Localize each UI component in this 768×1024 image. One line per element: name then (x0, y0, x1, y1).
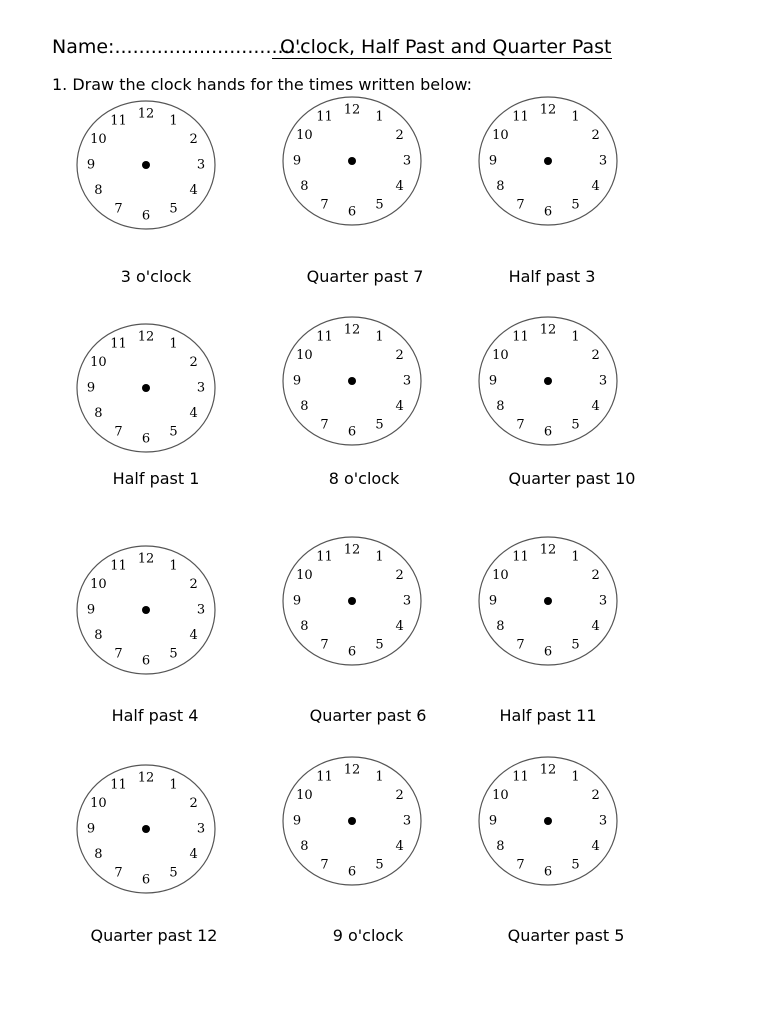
clock-number: 1 (375, 109, 384, 125)
clock-number: 4 (395, 619, 404, 634)
clock-center-dot (544, 597, 552, 605)
clock-number: 1 (169, 777, 178, 793)
clock-center-dot (142, 825, 150, 833)
clock-number: 3 (196, 157, 206, 173)
clock-face[interactable] (282, 316, 422, 446)
clock-number: 5 (571, 637, 580, 653)
clock-face[interactable] (478, 756, 618, 886)
clock-face[interactable] (478, 96, 618, 226)
clock-number: 7 (114, 201, 123, 217)
clock-number: 4 (189, 847, 198, 862)
clock-svg (282, 96, 422, 226)
clock-number: 3 (598, 373, 608, 389)
clock-number: 3 (402, 153, 412, 169)
clock-number: 9 (488, 153, 498, 169)
clock-number: 7 (114, 646, 123, 662)
clock-number: 6 (543, 424, 553, 440)
clock-center-dot (544, 377, 552, 385)
clock-face[interactable] (282, 756, 422, 886)
clock-number: 3 (402, 593, 412, 609)
clock-number: 11 (512, 549, 529, 565)
clock-number: 6 (141, 653, 151, 669)
clock-number: 2 (591, 128, 600, 143)
clock-number: 10 (296, 568, 313, 583)
clock-number: 4 (591, 399, 600, 414)
clock-svg (76, 100, 216, 230)
clock-number: 1 (571, 329, 580, 345)
clock-number: 7 (516, 857, 525, 873)
clock-number: 4 (395, 179, 404, 194)
clock-time-label: 3 o'clock (120, 267, 192, 286)
clock-number: 8 (94, 847, 103, 862)
clock-number: 9 (488, 373, 498, 389)
clock-time-label: 9 o'clock (332, 926, 404, 945)
clock-face[interactable] (478, 316, 618, 446)
clock-number: 8 (94, 628, 103, 643)
clock-number: 4 (189, 628, 198, 643)
clock-number: 6 (543, 204, 553, 220)
clock-number: 3 (598, 593, 608, 609)
clock-face[interactable] (76, 323, 216, 453)
clock-number: 12 (539, 542, 557, 558)
clock-number: 6 (141, 872, 151, 888)
clock-number: 8 (496, 839, 505, 854)
clock-number: 11 (110, 777, 127, 793)
clock-number: 11 (316, 109, 333, 125)
clock-svg (478, 756, 618, 886)
clock-number: 2 (189, 355, 198, 370)
clock-number: 5 (375, 637, 384, 653)
clock-number: 7 (320, 197, 329, 213)
clock-number: 4 (189, 183, 198, 198)
clock-number: 8 (300, 619, 309, 634)
clock-number: 6 (543, 864, 553, 880)
clock-center-dot (142, 606, 150, 614)
clock-number: 1 (375, 549, 384, 565)
clock-number: 8 (300, 399, 309, 414)
clock-number: 6 (347, 644, 357, 660)
clock-number: 3 (598, 153, 608, 169)
clock-time-label: Half past 4 (111, 706, 199, 725)
clock-svg (282, 536, 422, 666)
clock-time-label: Quarter past 7 (306, 267, 424, 286)
clock-number: 2 (395, 348, 404, 363)
clock-svg (282, 756, 422, 886)
clock-number: 2 (395, 788, 404, 803)
clock-face[interactable] (76, 100, 216, 230)
clock-number: 1 (375, 769, 384, 785)
clock-number: 5 (571, 197, 580, 213)
clock-number: 5 (169, 865, 178, 881)
clock-number: 10 (492, 568, 509, 583)
clock-face[interactable] (478, 536, 618, 666)
clock-number: 11 (110, 113, 127, 129)
clock-number: 5 (169, 201, 178, 217)
clock-number: 10 (90, 132, 107, 147)
clock-number: 8 (300, 179, 309, 194)
clock-center-dot (348, 377, 356, 385)
name-field[interactable]: Name:................................ (52, 36, 308, 58)
clock-number: 8 (496, 179, 505, 194)
clock-number: 10 (492, 128, 509, 143)
clock-number: 6 (347, 204, 357, 220)
clock-number: 1 (571, 109, 580, 125)
clock-svg (478, 536, 618, 666)
clock-number: 10 (296, 348, 313, 363)
clock-number: 12 (539, 762, 557, 778)
clock-number: 7 (114, 424, 123, 440)
clock-number: 12 (343, 102, 361, 118)
clock-number: 5 (571, 857, 580, 873)
clock-number: 9 (292, 153, 302, 169)
clock-number: 2 (591, 568, 600, 583)
clock-center-dot (348, 157, 356, 165)
clock-center-dot (348, 817, 356, 825)
clock-number: 2 (395, 568, 404, 583)
clock-number: 12 (343, 542, 361, 558)
clock-number: 1 (169, 113, 178, 129)
clock-number: 2 (591, 348, 600, 363)
clock-number: 12 (343, 762, 361, 778)
clock-number: 12 (539, 102, 557, 118)
clock-number: 5 (375, 857, 384, 873)
clock-face[interactable] (282, 536, 422, 666)
clock-center-dot (544, 817, 552, 825)
clock-number: 9 (292, 373, 302, 389)
clock-number: 4 (189, 406, 198, 421)
clock-number: 2 (395, 128, 404, 143)
clock-number: 3 (402, 813, 412, 829)
clock-number: 8 (496, 399, 505, 414)
clock-number: 2 (189, 132, 198, 147)
clock-number: 7 (320, 857, 329, 873)
clock-number: 5 (375, 417, 384, 433)
clock-number: 8 (300, 839, 309, 854)
clock-number: 11 (110, 336, 127, 352)
clock-number: 11 (316, 549, 333, 565)
clock-number: 5 (169, 424, 178, 440)
clock-number: 9 (292, 593, 302, 609)
clock-number: 12 (137, 551, 155, 567)
clock-number: 5 (169, 646, 178, 662)
clock-time-label: Half past 3 (508, 267, 596, 286)
clock-svg (76, 764, 216, 894)
clock-number: 7 (516, 637, 525, 653)
clock-number: 10 (90, 355, 107, 370)
clock-number: 9 (86, 821, 96, 837)
clock-number: 8 (94, 406, 103, 421)
clock-number: 1 (169, 558, 178, 574)
clock-number: 2 (591, 788, 600, 803)
clock-face[interactable] (282, 96, 422, 226)
clock-svg (478, 96, 618, 226)
clock-number: 10 (296, 128, 313, 143)
clock-number: 3 (196, 380, 206, 396)
clock-number: 3 (598, 813, 608, 829)
clock-time-label: Half past 1 (112, 469, 200, 488)
clock-time-label: Quarter past 12 (90, 926, 218, 945)
clock-number: 10 (90, 796, 107, 811)
clock-number: 9 (86, 157, 96, 173)
clock-number: 9 (292, 813, 302, 829)
clock-number: 11 (316, 329, 333, 345)
clock-number: 7 (516, 417, 525, 433)
clock-svg (282, 316, 422, 446)
clock-svg (76, 323, 216, 453)
clock-number: 11 (512, 769, 529, 785)
clock-number: 10 (90, 577, 107, 592)
clock-number: 12 (137, 106, 155, 122)
clock-number: 12 (137, 770, 155, 786)
clock-number: 6 (543, 644, 553, 660)
clock-number: 3 (196, 821, 206, 837)
clock-number: 3 (196, 602, 206, 618)
clock-time-label: Half past 11 (499, 706, 597, 725)
clock-number: 8 (496, 619, 505, 634)
clock-center-dot (544, 157, 552, 165)
clock-center-dot (142, 384, 150, 392)
clock-number: 1 (571, 769, 580, 785)
clock-number: 4 (591, 179, 600, 194)
clock-number: 2 (189, 796, 198, 811)
clock-number: 8 (94, 183, 103, 198)
clock-svg (478, 316, 618, 446)
clock-center-dot (142, 161, 150, 169)
clock-number: 4 (395, 839, 404, 854)
clock-number: 4 (591, 619, 600, 634)
worksheet-title: O'clock, Half Past and Quarter Past (272, 36, 612, 59)
clock-number: 11 (316, 769, 333, 785)
clock-number: 11 (512, 109, 529, 125)
clock-number: 11 (512, 329, 529, 345)
clock-number: 7 (516, 197, 525, 213)
clock-number: 12 (539, 322, 557, 338)
clock-number: 3 (402, 373, 412, 389)
clock-number: 4 (591, 839, 600, 854)
clock-time-label: Quarter past 10 (508, 469, 636, 488)
clock-number: 7 (114, 865, 123, 881)
clock-number: 2 (189, 577, 198, 592)
clock-number: 6 (347, 864, 357, 880)
instruction-text: 1. Draw the clock hands for the times written below: (52, 75, 472, 94)
clock-number: 10 (492, 348, 509, 363)
clock-number: 1 (375, 329, 384, 345)
clock-time-label: Quarter past 5 (507, 926, 625, 945)
clock-number: 6 (347, 424, 357, 440)
clock-number: 1 (571, 549, 580, 565)
clock-number: 9 (488, 593, 498, 609)
clock-number: 7 (320, 637, 329, 653)
clock-number: 11 (110, 558, 127, 574)
clock-face[interactable] (76, 545, 216, 675)
clock-center-dot (348, 597, 356, 605)
clock-time-label: 8 o'clock (328, 469, 400, 488)
clock-number: 6 (141, 431, 151, 447)
clock-time-label: Quarter past 6 (309, 706, 427, 725)
clock-number: 1 (169, 336, 178, 352)
clock-number: 4 (395, 399, 404, 414)
clock-svg (76, 545, 216, 675)
clock-face[interactable] (76, 764, 216, 894)
clock-number: 12 (343, 322, 361, 338)
clock-number: 6 (141, 208, 151, 224)
clock-number: 5 (375, 197, 384, 213)
clock-number: 10 (492, 788, 509, 803)
clock-number: 9 (86, 602, 96, 618)
clock-number: 12 (137, 329, 155, 345)
clock-number: 7 (320, 417, 329, 433)
clock-number: 5 (571, 417, 580, 433)
clock-number: 9 (86, 380, 96, 396)
clock-number: 10 (296, 788, 313, 803)
clock-number: 9 (488, 813, 498, 829)
